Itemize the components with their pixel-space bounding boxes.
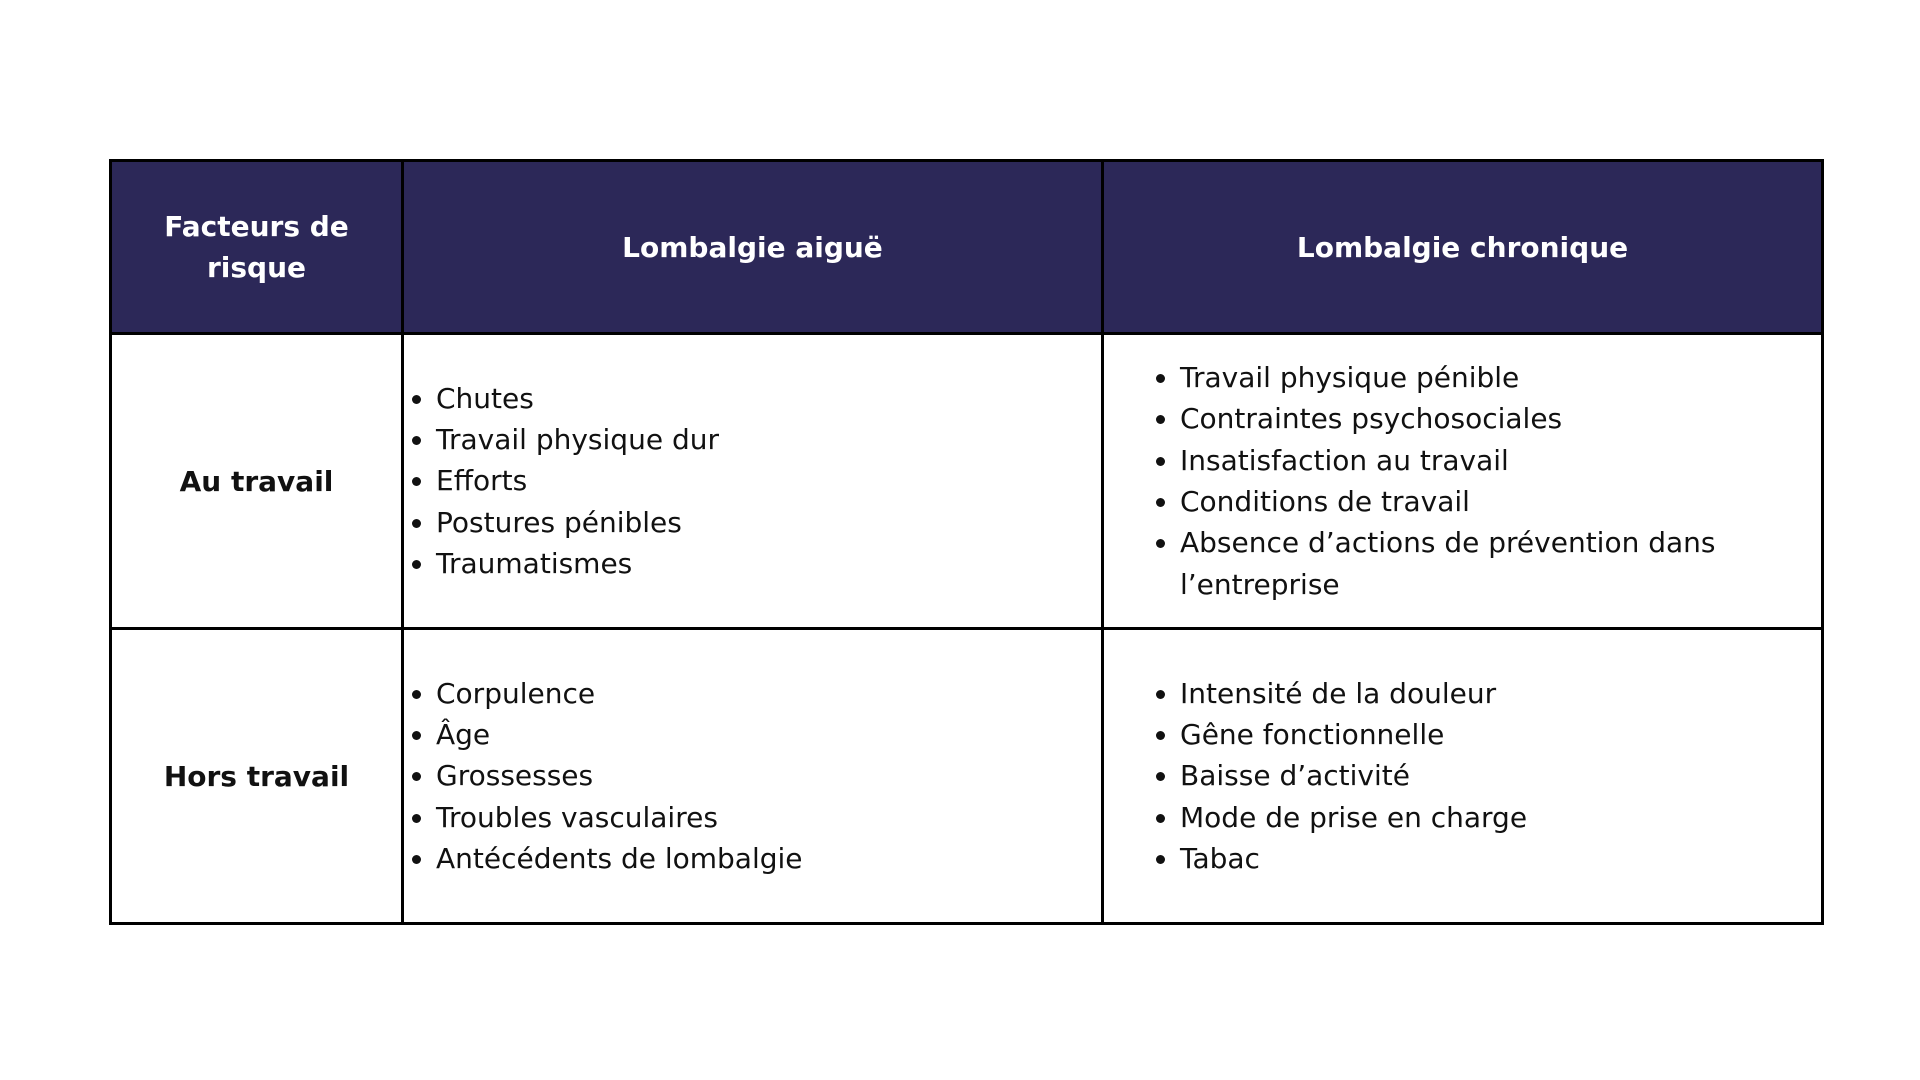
list-item: • Postures pénibles [436, 502, 1101, 543]
list-item: • Antécédents de lombalgie [436, 838, 1101, 879]
header-risk-factors: Facteurs de risque [111, 161, 403, 334]
list-item: • Conditions de travail [1180, 481, 1761, 522]
header-acute-low-back-pain: Lombalgie aiguë [403, 161, 1103, 334]
list-item: • Grossesses [436, 755, 1101, 796]
cell-outside-work-chronic [1103, 629, 1823, 924]
list-item: • Insatisfaction au travail [1180, 440, 1761, 481]
list-item: • Corpulence [436, 673, 1101, 714]
table-row [111, 334, 1823, 629]
list-item: • Âge [436, 714, 1101, 755]
list-item: • Baisse d’activité [1180, 755, 1761, 796]
list-item: • Troubles vasculaires [436, 797, 1101, 838]
list-item: • Chutes [436, 378, 1101, 419]
list-item: • Travail physique pénible [1180, 357, 1761, 398]
cell-at-work-acute [403, 334, 1103, 629]
acute-outside-work-list [404, 673, 1101, 879]
chronic-outside-work-list [1148, 673, 1761, 879]
acute-at-work-list [404, 378, 1101, 584]
list-item: • Traumatismes [436, 543, 1101, 584]
list-item: • Intensité de la douleur [1180, 673, 1761, 714]
row-label-at-work: Au travail [111, 334, 403, 629]
header-chronic-low-back-pain: Lombalgie chronique [1103, 161, 1823, 334]
list-item: • Contraintes psychosociales [1180, 398, 1761, 439]
list-item: • Absence d’actions de prévention dans l’entreprise [1180, 522, 1761, 605]
risk-factors-table [109, 159, 1824, 925]
cell-outside-work-acute [403, 629, 1103, 924]
list-item: • Efforts [436, 460, 1101, 501]
chronic-at-work-list [1148, 357, 1761, 605]
risk-factors-table-container [109, 159, 1821, 924]
list-item: • Gêne fonctionnelle [1180, 714, 1761, 755]
list-item: • Tabac [1180, 838, 1761, 879]
table-row [111, 629, 1823, 924]
list-item: • Mode de prise en charge [1180, 797, 1761, 838]
list-item: • Travail physique dur [436, 419, 1101, 460]
table-header-row [111, 161, 1823, 334]
row-label-outside-work: Hors travail [111, 629, 403, 924]
cell-at-work-chronic [1103, 334, 1823, 629]
